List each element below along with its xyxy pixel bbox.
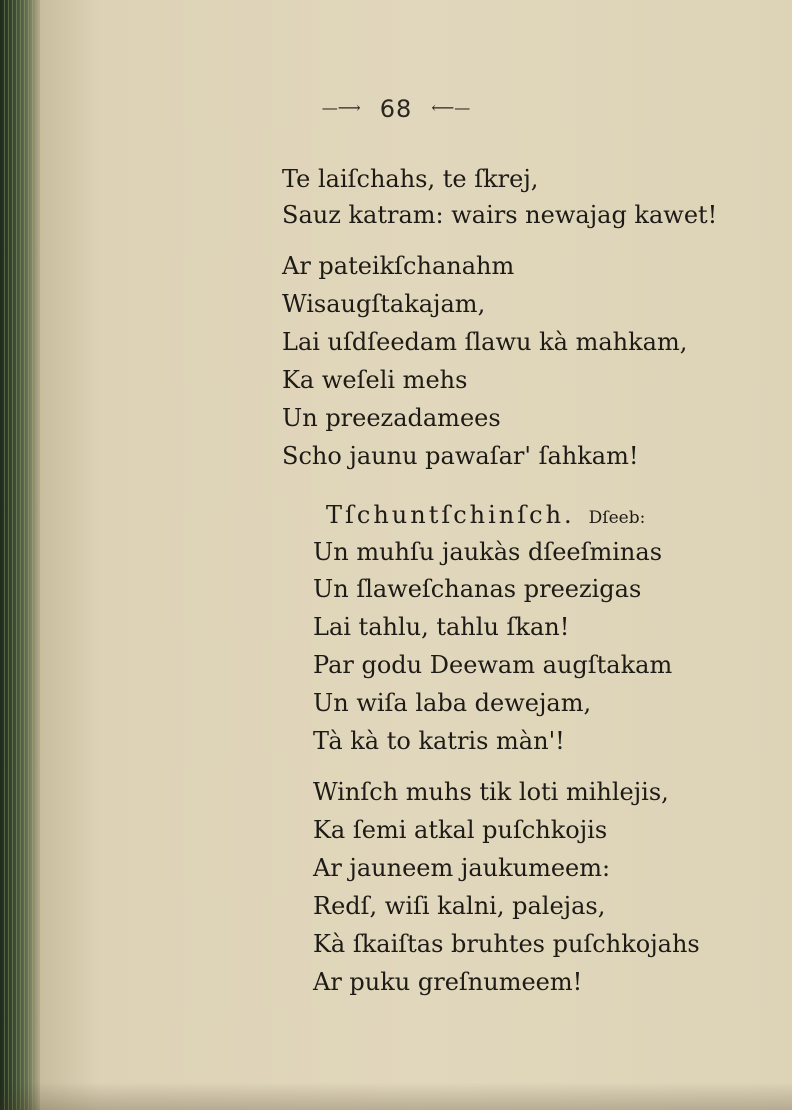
poem-line: Lai tahlu, tahlu ſkan! — [313, 613, 570, 641]
poem-line: Un ſlaweſchanas preezigas — [313, 575, 642, 603]
poem-line: Ka ſemi atkal puſchkojis — [313, 816, 608, 844]
poem-line: Par godu Deewam augſtakam — [313, 651, 673, 679]
poem-line: Un preezadamees — [282, 404, 501, 432]
poem-line: Un wiſa laba dewejam, — [313, 689, 592, 717]
poem-line: Un muhſu jaukàs dſeeſminas — [313, 538, 663, 566]
poem-line: Redſ, wiſi kalni, palejas, — [313, 892, 606, 920]
poem-line: Ka weſeli mehs — [282, 366, 468, 394]
ornament-right-icon: ⟵— — [431, 98, 471, 117]
poem-line: Winſch muhs tik loti mihlejis, — [313, 778, 669, 806]
poem-line: Sauz katram: wairs newajag kawet! — [282, 201, 718, 229]
poem-line: Kà ſkaiſtas bruhtes puſchkojahs — [313, 930, 700, 958]
poem-line: Tà kà to katris màn'! — [313, 727, 565, 755]
speaker-heading — [326, 500, 645, 533]
page-number: 68 — [379, 95, 413, 123]
speaker-name: Tſchuntſchinſch. — [326, 501, 575, 529]
poem-line: Ar puku greſnumeem! — [313, 968, 583, 996]
poem-line: Wisaugſtakajam, — [282, 290, 486, 318]
ornament-left-icon: —⟶ — [321, 98, 361, 117]
poem-line: Ar pateikſchanahm — [282, 252, 515, 280]
poem-line: Te laiſchahs, te ſkrej, — [282, 165, 539, 193]
speaker-label: Dſeeb: — [588, 508, 646, 528]
poem-line: Lai uſdſeedam ſlawu kà mahkam, — [282, 328, 688, 356]
poem-line: Ar jauneem jaukumeem: — [313, 854, 611, 882]
poem-line: Scho jaunu pawaſar' ſahkam! — [282, 442, 639, 470]
